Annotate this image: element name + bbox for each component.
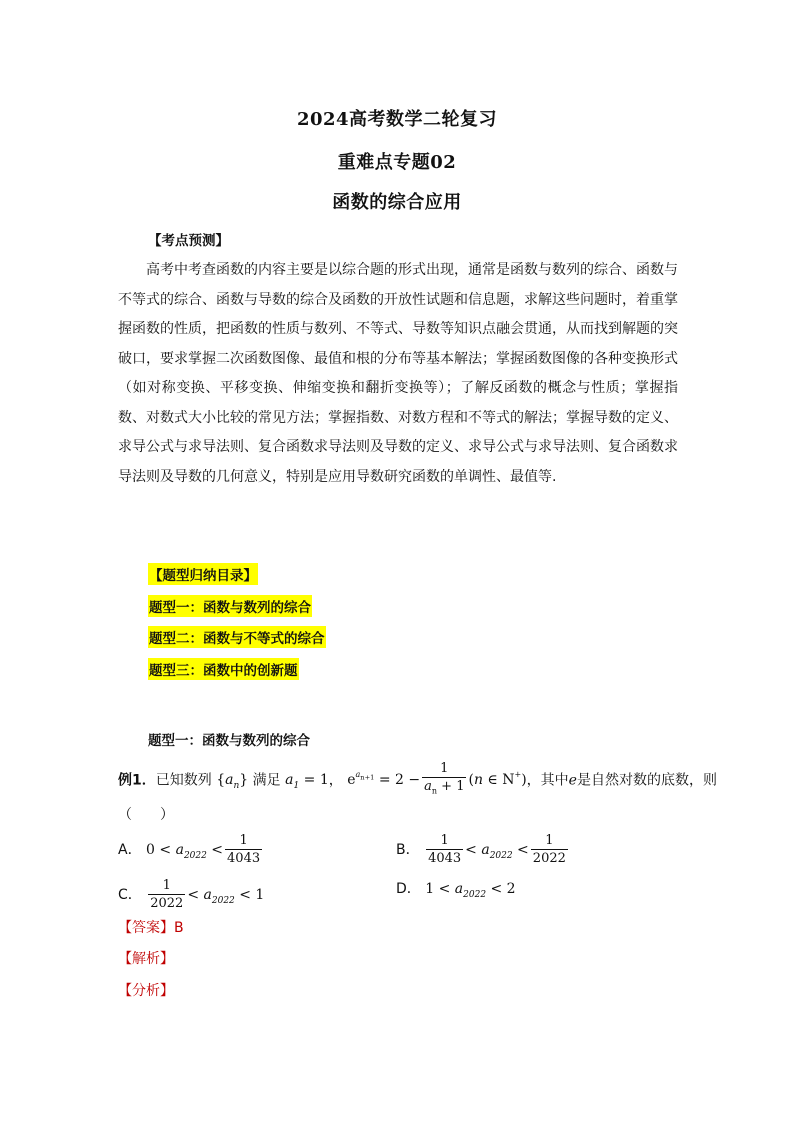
analysis-label: 【解析】 [118, 951, 174, 967]
option-c-formula: $\frac{1}{2022}$ < $a_{2022} < 1$ [150, 878, 265, 911]
option-b[interactable] [396, 833, 570, 867]
option-a-formula: $0 < a_{2022}$ < $\frac{1}{4043}$ [146, 833, 261, 866]
example-text-a: 已知数列 [155, 772, 212, 789]
option-d-label: D． [396, 881, 421, 897]
toc-heading: 【题型归纳目录】 [148, 563, 258, 585]
recurrence-formula: $e^{a_{n+1}} = 2$ − $\frac{1}{a_n + 1}$ (n ∈ N+) [347, 761, 527, 796]
doc-title-line3: 函数的综合应用 [332, 192, 462, 213]
option-d-formula: $1 < a_{2022} < 2$ [425, 881, 516, 900]
euler-e-symbol: e [568, 772, 577, 789]
answer-parentheses: （ ） [118, 807, 174, 823]
initial-condition-formula: $a_1 = 1$ [285, 772, 329, 792]
toc-item-3[interactable]: 题型三：函数中的创新题 [148, 658, 299, 680]
sequence-formula: $\{a_n\}$ [216, 772, 249, 792]
answer-label: 【答案】 [118, 920, 174, 936]
example-text-b: 满足 [252, 772, 281, 789]
section-title: 题型一：函数与数列的综合 [148, 733, 310, 749]
option-a[interactable] [118, 833, 264, 867]
option-c[interactable] [118, 878, 264, 912]
option-b-label: B． [396, 842, 420, 858]
example-label: 例1． [118, 772, 156, 789]
option-a-label: A． [118, 842, 142, 858]
doc-title-line2: 重难点专题02 [337, 152, 457, 173]
option-d[interactable] [396, 878, 516, 900]
prediction-paragraph: 高考中考查函数的内容主要是以综合题的形式出现，通常是函数与数列的综合、函数与不等式的综合、函数与导数的综合及函数的开放性试题和信息题，求解这些问题时，着重掌握函数的性质，把函数的性质与数列、不等式、导数等知识点融会贯通，从而找到解题的突破口，要求掌握二次函数图像、最值和根的分布等基本解法；掌握函数图像的各种变换形式（如对称变换、平移变换、伸缩变换和翻折变换等）；了解反函数的概念与性质；掌握指数、对数式大小比较的常见方法；掌握指数、对数方程和不等式的解法；掌握导数的定义、求导公式与求导法则、复合函数求导法则及导数的定义、求导公式与求导法则、复合函数求导法则及导数的几何意义，特别是应用导数研究函数的单调性、最值等. [118, 262, 678, 485]
answer-value: B [174, 920, 184, 936]
toc-item-1[interactable]: 题型一：函数与数列的综合 [148, 595, 312, 617]
breakdown-label: 【分析】 [118, 983, 174, 999]
example-text-e: 是自然对数的底数，则 [576, 772, 717, 789]
option-b-formula: $\frac{1}{4043}$ < $a_{2022}$ < $\frac{1}{2022}$ [428, 833, 566, 866]
toc-item-2[interactable]: 题型二：函数与不等式的综合 [148, 626, 326, 648]
prediction-heading: 【考点预测】 [148, 233, 229, 249]
example-1-stem [118, 761, 717, 800]
example-text-c: ， [328, 772, 343, 789]
doc-title-line1: 2024高考数学二轮复习 [296, 109, 498, 130]
answer-line [118, 917, 184, 937]
option-c-label: C． [118, 887, 142, 903]
example-text-d: ，其中 [526, 772, 569, 789]
